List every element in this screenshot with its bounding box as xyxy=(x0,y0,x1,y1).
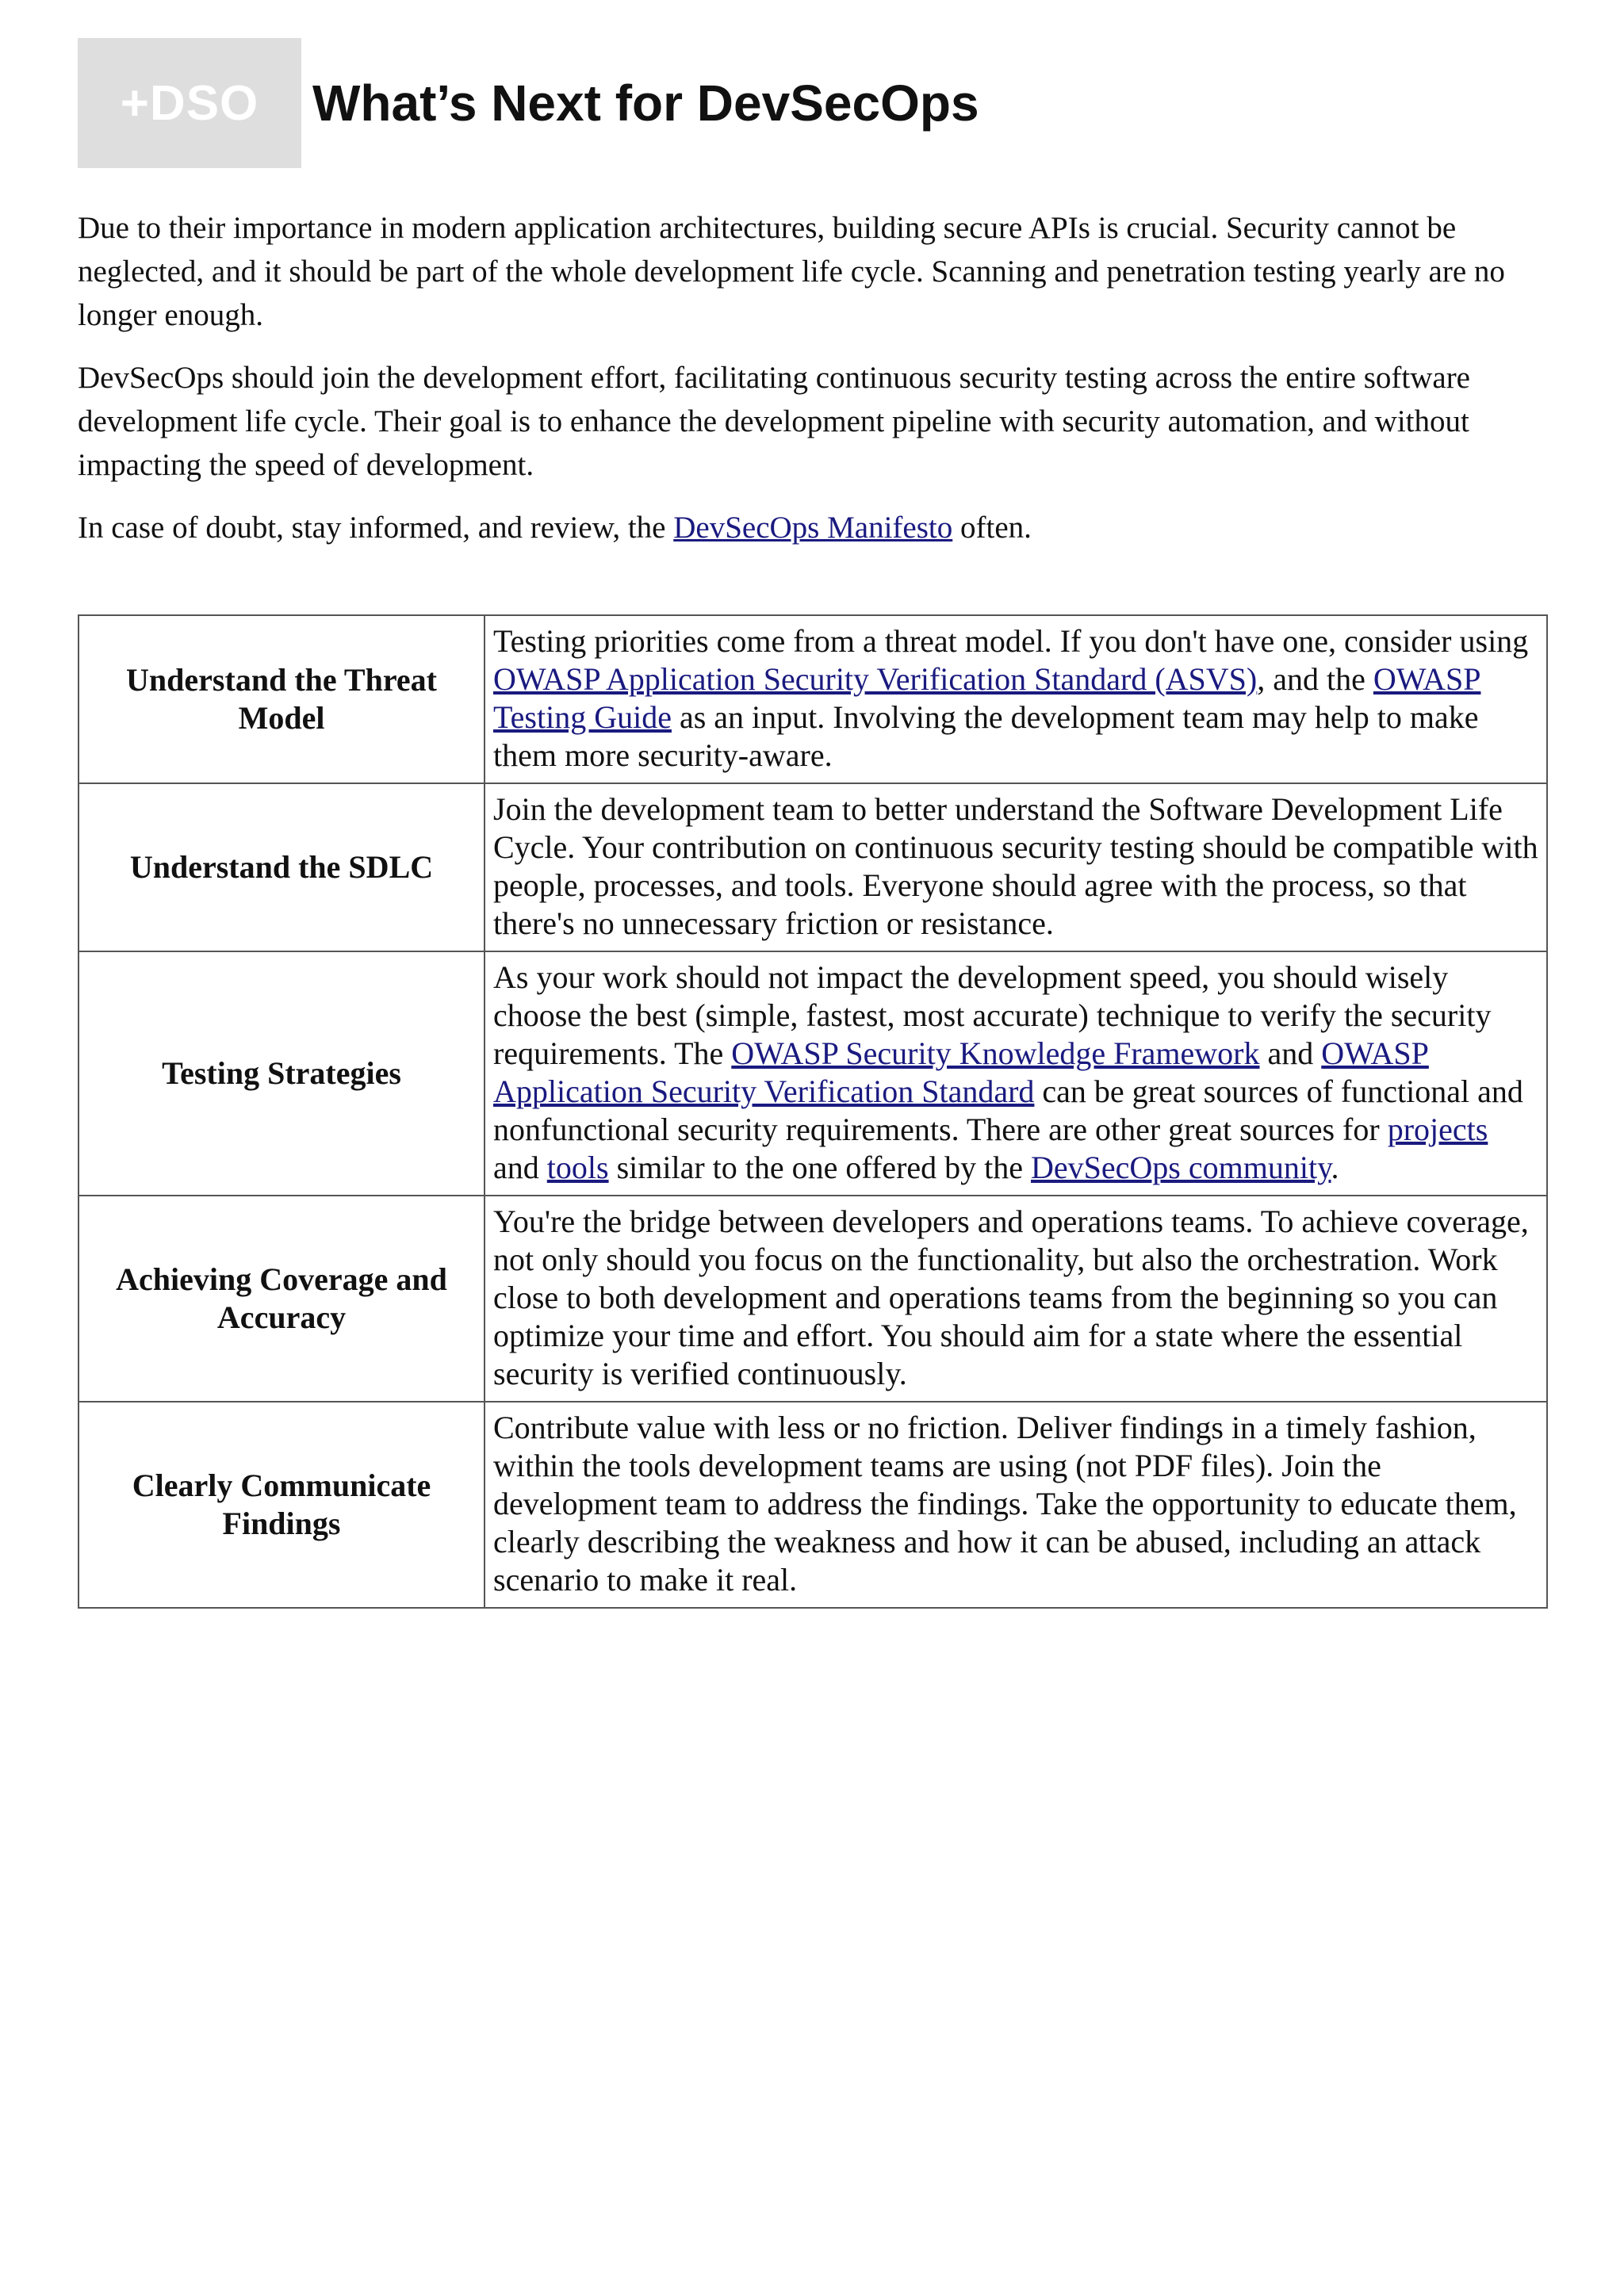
row-text: As your work should not impact the development speed, you should wisely choose the best (simple, fastest, most accurate) technique to verify the security requirements. The xyxy=(493,959,1492,1071)
intro-section xyxy=(78,206,1548,549)
row-text: . xyxy=(1331,1150,1339,1185)
table-row xyxy=(79,951,1547,1196)
row-text: as an input. Involving the development team may help to make them more security-aware. xyxy=(493,699,1479,773)
row-text: can be great sources of functional and nonfunctional security requirements. There are other great sources for xyxy=(493,1073,1523,1147)
intro-paragraph-3-tail: often. xyxy=(952,511,1032,545)
devsecops-community-link[interactable]: DevSecOps community xyxy=(1031,1150,1331,1185)
page-title: What’s Next for DevSecOps xyxy=(312,75,979,132)
intro-paragraph-2: DevSecOps should join the development effort, facilitating continuous security testing across the entire software development life cycle. Their goal is to enhance the development pipeline with security automation, and without impacting the speed of development. xyxy=(78,361,1470,482)
row-description: Contribute value with less or no friction. Deliver findings in a timely fashion, within the tools development teams are using (not PDF files). Join the development team to address the findings. Take the opportunity to educate them, clearly describing the weakness and how it can be abused, including an attack scenario to make it real. xyxy=(485,1402,1547,1608)
document-page xyxy=(78,38,1548,1609)
owasp-testing-guide-link[interactable]: OWASP Testing Guide xyxy=(493,661,1481,735)
dso-logo: +DSO xyxy=(78,38,301,168)
owasp-asvs-link[interactable]: OWASP Application Security Verification Standard (ASVS) xyxy=(493,661,1258,697)
row-description: You're the bridge between developers and operations teams. To achieve coverage, not only should you focus on the functionality, but also the orchestration. Work close to both development and operations teams from the beginning so you can optimize your time and effort. You should aim for a state where the essential security is verified continuously. xyxy=(485,1196,1547,1402)
row-label: Understand the Threat Model xyxy=(79,615,485,783)
row-description xyxy=(485,615,1547,783)
row-description xyxy=(485,951,1547,1196)
row-description: Join the development team to better understand the Software Development Life Cycle. Your contribution on continuous security testing should be compatible with people, processes, and tools. Everyone should agree with the process, so that there's no unnecessary friction or resistance. xyxy=(485,783,1547,951)
table-row xyxy=(79,615,1547,783)
tools-link[interactable]: tools xyxy=(546,1150,609,1185)
row-text: , and the xyxy=(1257,661,1373,697)
row-label: Understand the SDLC xyxy=(79,783,485,951)
row-text: Testing priorities come from a threat model. If you don't have one, consider using xyxy=(493,623,1529,659)
table-row xyxy=(79,1402,1547,1608)
intro-paragraph-1: Due to their importance in modern application architectures, building secure APIs is crucial. Security cannot be neglected, and it should be part of the whole development life cycle. Scanning and penetration testing yearly are no longer enough. xyxy=(78,211,1505,332)
row-label: Testing Strategies xyxy=(79,951,485,1196)
row-label: Achieving Coverage and Accuracy xyxy=(79,1196,485,1402)
row-text: similar to the one offered by the xyxy=(608,1150,1032,1185)
row-text: and xyxy=(493,1150,547,1185)
table-row xyxy=(79,1196,1547,1402)
page-header xyxy=(78,38,1548,168)
owasp-asvs-standard-link[interactable]: OWASP Application Security Verification Standard xyxy=(493,1035,1429,1109)
projects-link[interactable]: projects xyxy=(1387,1112,1488,1147)
intro-paragraph-3-text: In case of doubt, stay informed, and review, the xyxy=(78,511,674,545)
row-label: Clearly Communicate Findings xyxy=(79,1402,485,1608)
devsecops-manifesto-link[interactable]: DevSecOps Manifesto xyxy=(673,511,953,545)
table-row xyxy=(79,783,1547,951)
intro-paragraph-3 xyxy=(78,506,1548,549)
row-text: and xyxy=(1259,1035,1322,1071)
owasp-skf-link[interactable]: OWASP Security Knowledge Framework xyxy=(731,1035,1260,1071)
guidance-table xyxy=(78,614,1548,1609)
